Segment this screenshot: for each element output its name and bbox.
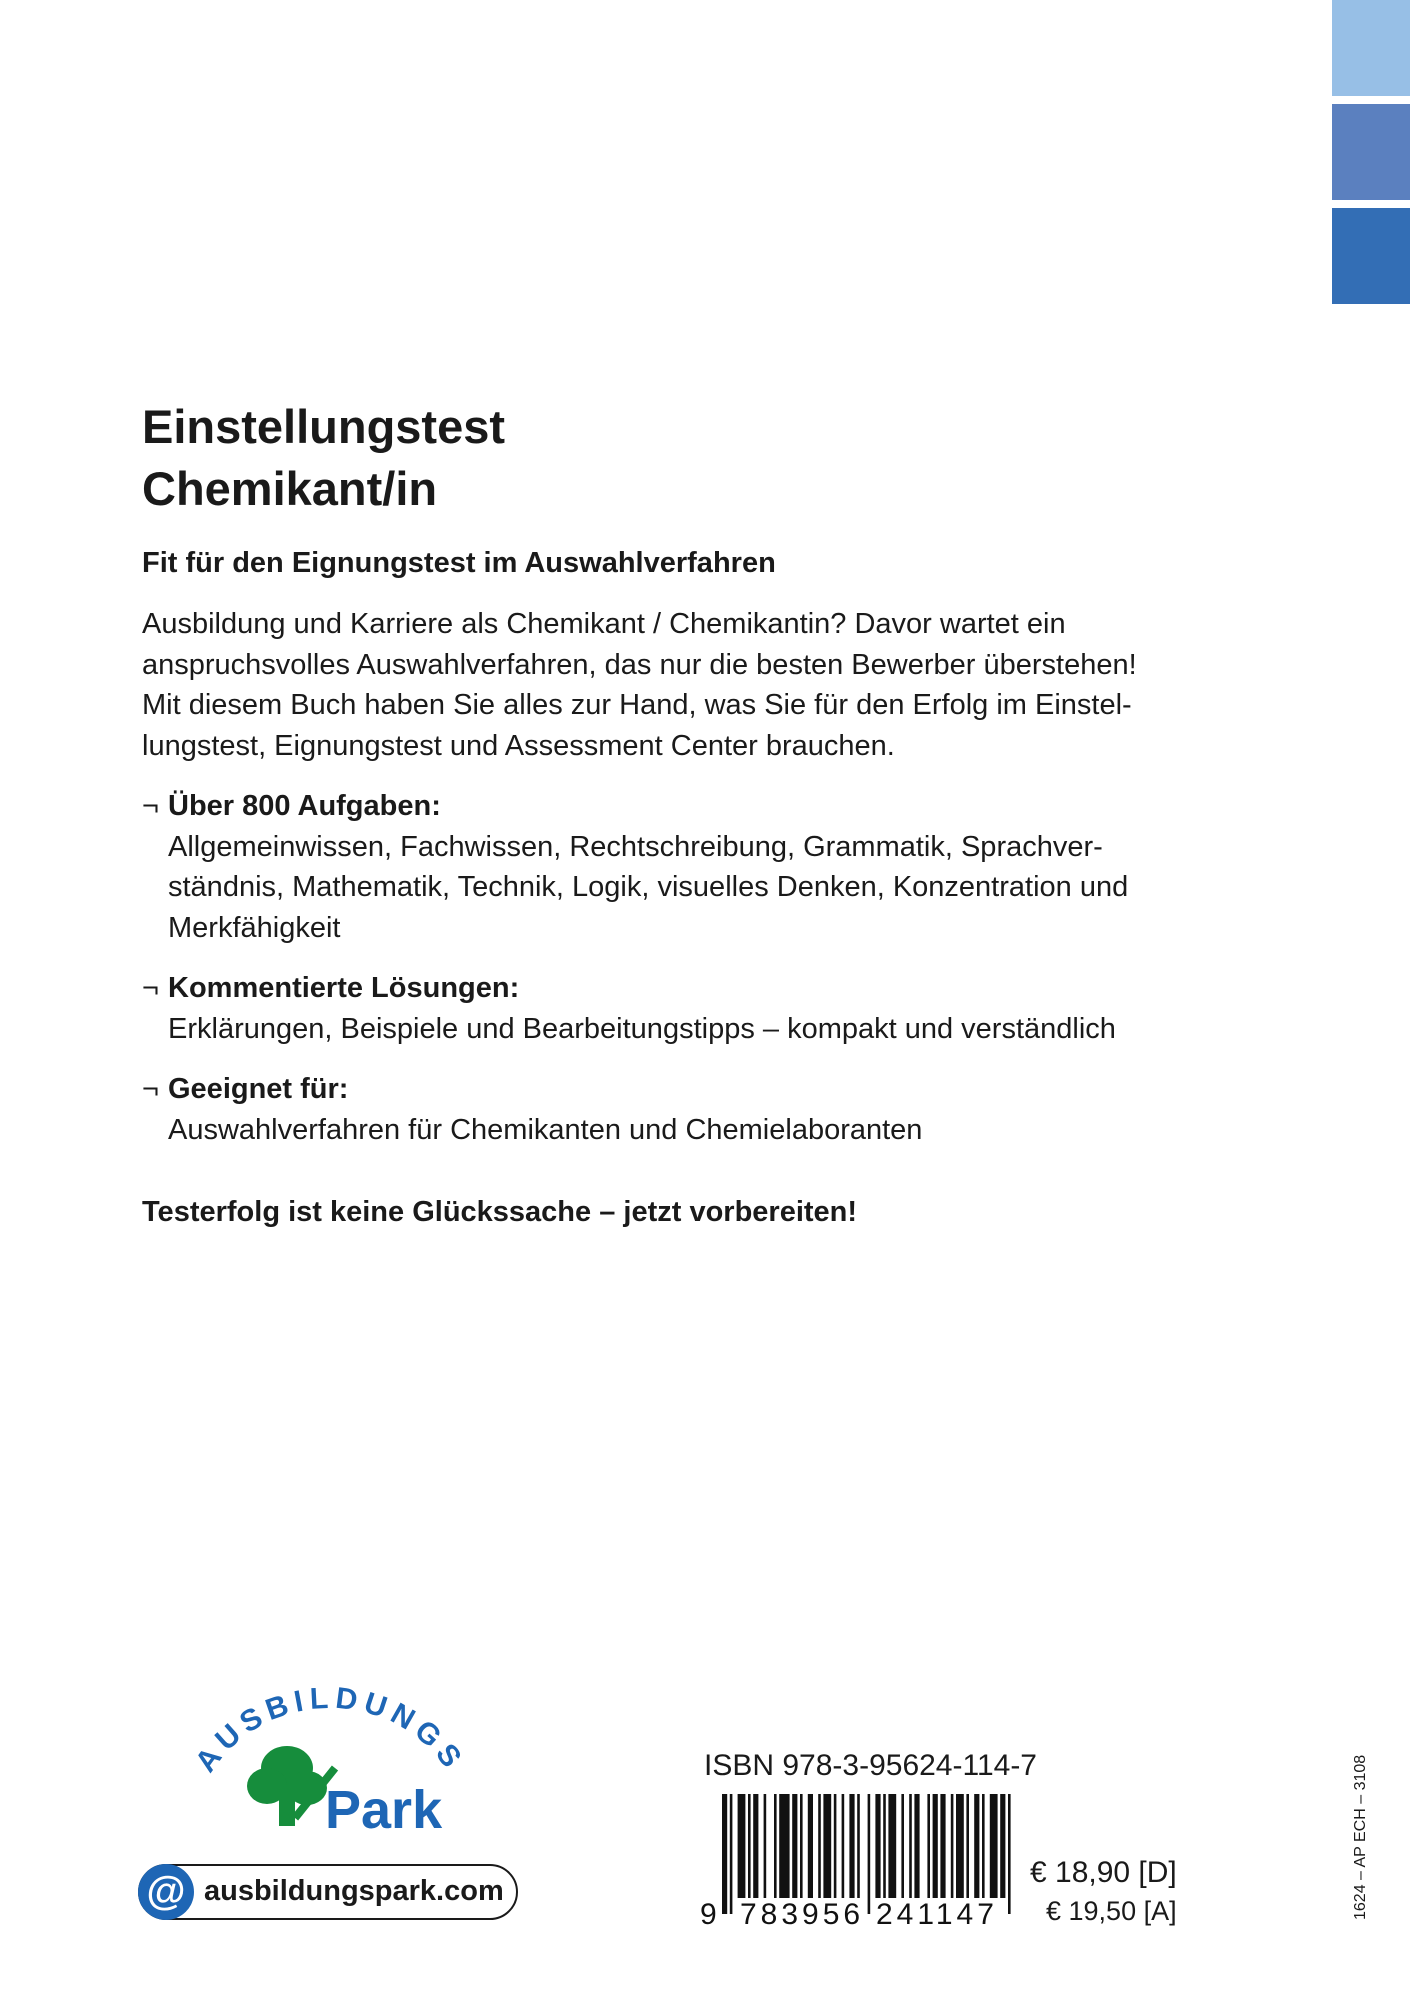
- barcode-bar: [951, 1794, 954, 1898]
- color-tab-mid: [1332, 104, 1410, 200]
- logo-arc-text: AUSBILDUNGS: [189, 1681, 472, 1779]
- bullet-mark: ¬: [142, 790, 159, 822]
- website-badge[interactable]: [138, 1864, 518, 1920]
- at-icon: @: [138, 1864, 194, 1920]
- barcode-bar: [748, 1794, 751, 1898]
- title-line-1: Einstellungstest: [142, 400, 506, 453]
- barcode-bar: [730, 1794, 733, 1914]
- barcode-bar: [868, 1794, 871, 1914]
- barcode-bar: [956, 1794, 964, 1898]
- barcode-bar: [849, 1794, 854, 1898]
- title-line-2: Chemikant/in: [142, 462, 438, 515]
- logo-word: Park: [325, 1780, 443, 1840]
- feature-tasks: [142, 786, 1142, 948]
- barcode-bar: [842, 1794, 845, 1898]
- barcode-bar: [722, 1794, 727, 1914]
- intro-paragraph: [142, 604, 1142, 766]
- barcode-bar: [909, 1794, 912, 1898]
- color-tab-dark: [1332, 208, 1410, 304]
- barcode-bar: [888, 1794, 896, 1898]
- barcode-bar: [875, 1794, 880, 1898]
- barcode-bar: [823, 1794, 831, 1898]
- bullet-mark: ¬: [142, 1073, 159, 1105]
- barcode-bar: [774, 1794, 777, 1898]
- barcode-bar: [974, 1794, 979, 1898]
- feature-line: Allgemeinwissen, Fachwissen, Rechtschreibung, Grammatik, Sprachver-: [168, 830, 1103, 863]
- barcode-bar: [792, 1794, 797, 1898]
- barcode-bars: [722, 1794, 1011, 1914]
- color-tab-light: [1332, 0, 1410, 96]
- intro-line: Ausbildung und Karriere als Chemikant / Chemikantin? Davor wartet ein: [142, 608, 1066, 640]
- price-austria: € 19,50 [A]: [1046, 1896, 1177, 1926]
- barcode-bar: [966, 1794, 969, 1898]
- book-title: [142, 396, 1142, 520]
- barcode-bar: [940, 1794, 945, 1898]
- isbn-text: ISBN 978-3-95624-114-7: [704, 1749, 1037, 1782]
- feature-solutions: [142, 968, 1142, 1049]
- barcode-bar: [933, 1794, 938, 1898]
- barcode-digit-first: 9: [700, 1898, 717, 1928]
- barcode-bar: [764, 1794, 767, 1898]
- barcode-bar: [738, 1794, 746, 1898]
- barcode-bar: [927, 1794, 930, 1898]
- barcode-bar: [753, 1794, 758, 1898]
- barcode-bar: [914, 1794, 919, 1898]
- feature-heading: Über 800 Aufgaben:: [168, 790, 441, 822]
- barcode-bar: [779, 1794, 789, 1898]
- barcode-bar: [857, 1794, 860, 1898]
- tree-icon: [247, 1746, 335, 1826]
- barcode-bar: [1000, 1794, 1005, 1898]
- side-code: 1624 – AP ECH – 3108: [1352, 1754, 1369, 1920]
- intro-line: anspruchsvolles Auswahlverfahren, das nur die besten Bewerber überstehen!: [142, 648, 1137, 681]
- feature-line: Auswahlverfahren für Chemikanten und Chemielaboranten: [168, 1113, 923, 1146]
- barcode-bar: [1008, 1794, 1011, 1914]
- barcode-bar: [982, 1794, 985, 1898]
- barcode-bar: [990, 1794, 998, 1898]
- feature-line: Merkfähigkeit: [168, 911, 341, 944]
- intro-line: Mit diesem Buch haben Sie alles zur Hand, was Sie für den Erfolg im Einstel-: [142, 689, 1132, 721]
- bullet-mark: ¬: [142, 972, 159, 1004]
- feature-suitable: [142, 1069, 1142, 1150]
- barcode-digits-group1: 783956: [740, 1898, 865, 1928]
- ausbildungspark-logo: [175, 1668, 485, 1848]
- back-cover-text: [142, 396, 1142, 1232]
- price-germany: € 18,90 [D]: [1030, 1856, 1177, 1889]
- barcode-bar: [883, 1794, 886, 1898]
- intro-line: lungstest, Eignungstest und Assessment Center brauchen.: [142, 729, 895, 762]
- barcode: [700, 1788, 1020, 1928]
- barcode-bar: [818, 1794, 821, 1898]
- feature-line: Erklärungen, Beispiele und Bearbeitungstipps – kompakt und verständlich: [168, 1012, 1116, 1045]
- svg-text:AUSBILDUNGS: [189, 1682, 471, 1779]
- book-subtitle: Fit für den Eignungstest im Auswahlverfahren: [142, 547, 776, 579]
- feature-heading: Kommentierte Lösungen:: [168, 972, 520, 1004]
- feature-line: ständnis, Mathematik, Technik, Logik, visuelles Denken, Konzentration und: [168, 871, 1129, 903]
- barcode-digits-group2: 241147: [876, 1898, 998, 1928]
- barcode-bar: [901, 1794, 904, 1898]
- website-url: ausbildungspark.com: [204, 1875, 504, 1907]
- barcode-bar: [834, 1794, 837, 1898]
- barcode-bar: [808, 1794, 813, 1898]
- barcode-bar: [800, 1794, 803, 1898]
- feature-heading: Geeignet für:: [168, 1073, 349, 1105]
- slogan: Testerfolg ist keine Glückssache – jetzt vorbereiten!: [142, 1196, 858, 1228]
